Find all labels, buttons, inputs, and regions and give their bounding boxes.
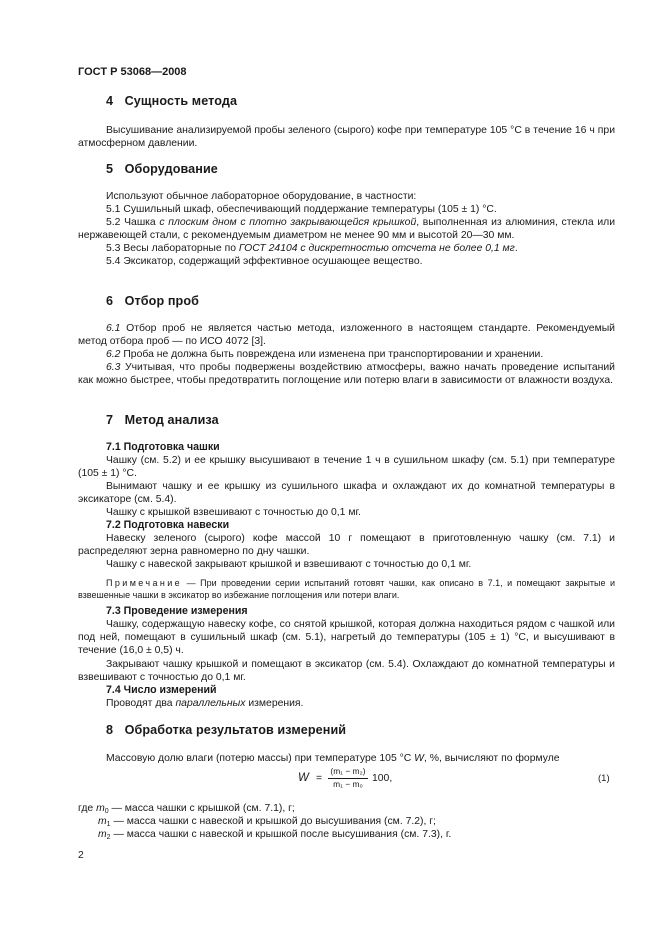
page-number: 2 (78, 850, 84, 861)
section-8-text: Массовую долю влаги (потерю массы) при температуре 105 °С W, %, вычисляют по формуле (106, 753, 560, 764)
item-7-1-p1: Чашку (см. 5.2) и ее крышку высушивают в течение 1 ч в сушильном шкафу (см. 5.1) при температуре (105 ± 1) °С. (78, 455, 615, 479)
item-7-4-p1: Проводят два параллельных измерения. (106, 698, 304, 709)
definition-m2: $m_2$ — масса чашки с навеской и крышкой после высушивания (см. 7.3), г. (98, 829, 452, 841)
subsection-7-4-heading: 7.4 Число измерений (106, 684, 217, 696)
section-5-heading: 5 Оборудование (106, 162, 218, 176)
subsection-7-1-heading: 7.1 Подготовка чашки (106, 441, 220, 453)
item-7-2-p1: Навеску зеленого (сырого) кофе массой 10 г помещают в приготовленную чашку (см. 7.1) и распределяют зерна равномерно по дну чашки. (78, 533, 615, 557)
section-6-heading: 6 Отбор проб (106, 294, 200, 308)
formula-fraction (328, 766, 368, 790)
item-6-1: 6.1 Отбор проб не является частью метода, изложенного в настоящем стандарте. Рекомендуемый метод отбора проб — по ИСО 4072 [3]. (78, 323, 615, 347)
definition-m1: $m_1$ — масса чашки с навеской и крышкой до высушивания (см. 7.2), г; (98, 816, 436, 828)
formula-denominator: m₁ − m₀ (333, 779, 363, 789)
standard-id: ГОСТ Р 53068—2008 (78, 66, 187, 78)
formula-numerator: (m₁ − m₂) (328, 766, 368, 779)
section-4-heading: 4 Сущность метода (106, 94, 238, 108)
item-7-2-p2: Чашку с навеской закрывают крышкой и взвешивают с точностью до 0,1 мг. (106, 559, 472, 570)
formula-equals: = (316, 773, 323, 784)
section-5-intro: Используют обычное лабораторное оборудование, в частности: (106, 191, 417, 202)
item-7-1-p2: Вынимают чашку и ее крышку из сушильного шкафа и охлаждают их до комнатной температуры в эксикаторе (см. 5.4). (78, 481, 615, 505)
note-label: Примечание (106, 578, 183, 588)
subsection-7-2-heading: 7.2 Подготовка навески (106, 519, 230, 531)
item-7-1-p3: Чашку с крышкой взвешивают с точностью до 0,1 мг. (106, 507, 361, 518)
item-5-3: 5.3 Весы лабораторные по ГОСТ 24104 с дискретностью отсчета не более 0,1 мг. (106, 243, 518, 254)
item-7-3-p2: Закрывают чашку крышкой и помещают в эксикатор (см. 5.4). Охлаждают до комнатной температуры и взвешивают с точностью до 0,1 мг. (78, 659, 615, 683)
section-7-heading: 7 Метод анализа (106, 413, 219, 427)
formula-lhs: W (298, 772, 309, 784)
formula-tail: 100, (372, 773, 393, 784)
note: Примечание — При проведении серии испытаний готовят чашки, как описано в 7.1, и помещают закрытые и взвешенные чашки в эксикатор во избежание поглощения или потери влаги. (78, 578, 615, 600)
item-6-3: 6.3 Учитывая, что пробы подвержены воздействию атмосферы, важно начать проведение испытаний как можно быстрее, чтобы предотвратить поглощение или потерю влаги в зависимости от влажности воздуха. (78, 362, 615, 386)
item-5-4: 5.4 Эксикатор, содержащий эффективное осушающее вещество. (106, 256, 423, 267)
definition-m0: где $m_0$ — масса чашки с крышкой (см. 7.1), г; (78, 803, 295, 815)
section-4-text: Высушивание анализируемой пробы зеленого (сырого) кофе при температуре 105 °С в течение 16 ч при атмосферном давлении. (78, 125, 615, 149)
formula-number: (1) (598, 773, 610, 784)
item-6-2: 6.2 Проба не должна быть повреждена или изменена при транспортировании и хранении. (106, 349, 544, 360)
item-5-1: 5.1 Сушильный шкаф, обеспечивающий поддержание температуры (105 ± 1) °С. (106, 204, 497, 215)
subsection-7-3-heading: 7.3 Проведение измерения (106, 605, 248, 617)
item-5-2: 5.2 Чашка с плоским дном с плотно закрывающейся крышкой, выполненная из алюминия, стекла или нержавеющей стали, с рекомендуемым диаметром не менее 90 мм и высотой 20—30 мм. (78, 217, 615, 241)
section-8-heading: 8 Обработка результатов измерений (106, 723, 347, 737)
item-7-3-p1: Чашку, содержащую навеску кофе, со снятой крышкой, которая должна находиться рядом с чашкой или под ней, помещают в сушильный шкаф (см. 5.1), нагретый до температуры (105 ± 1) °С, и высушивают в течение (16,0 ± 0,5) ч. (78, 619, 615, 656)
